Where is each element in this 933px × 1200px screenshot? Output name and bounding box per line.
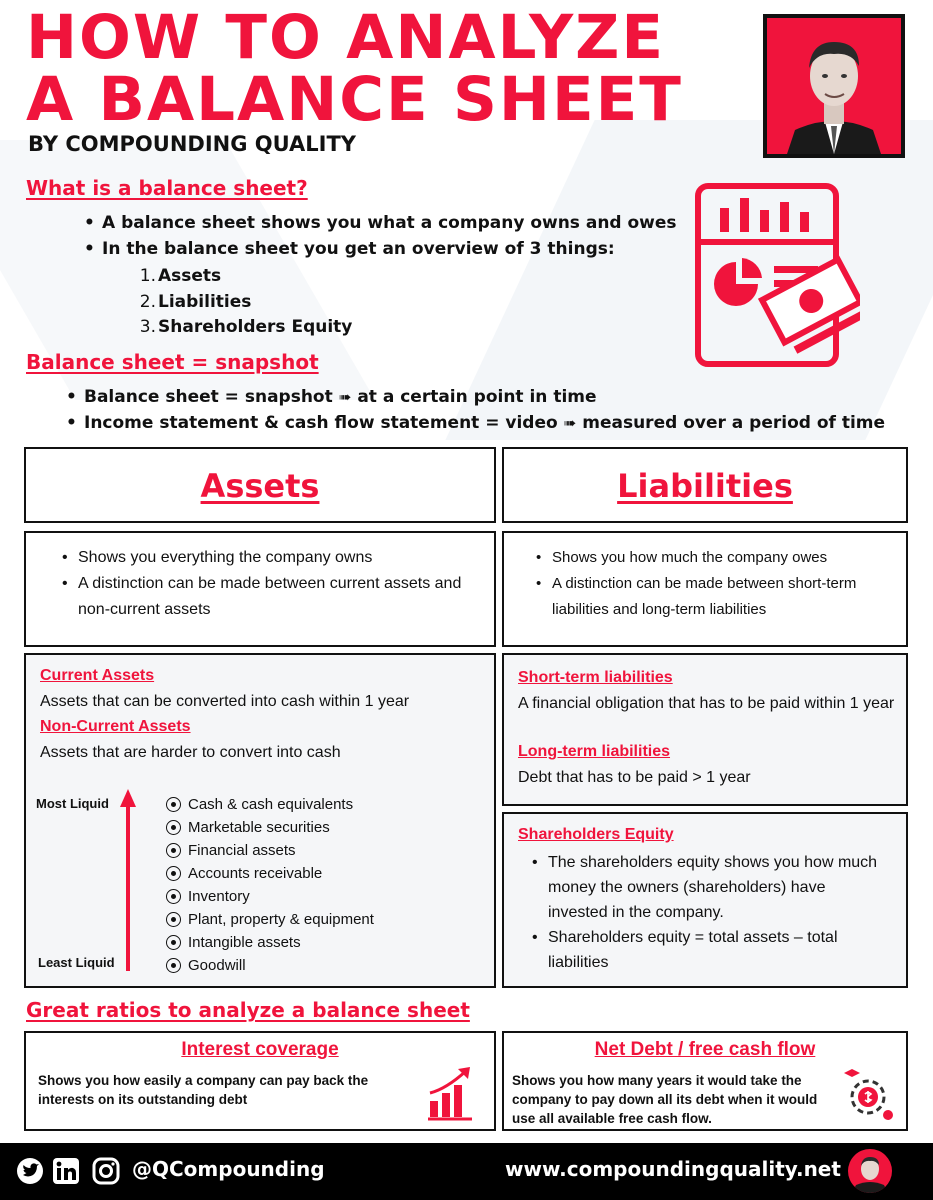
list-item: • A distinction can be made between short-term liabilities and long-term liabilities: [530, 571, 890, 623]
arrow-right-icon: ➠: [338, 388, 352, 406]
linkedin-icon[interactable]: [52, 1157, 80, 1185]
net-debt-text: Shows you how many years it would take the company to pay down all its debt when it would use all available free cash flow.: [512, 1073, 818, 1126]
assets-detail-box: [24, 653, 496, 988]
equity-box: [502, 812, 908, 988]
website-link[interactable]: www.compoundingquality.net: [505, 1157, 841, 1181]
list-item: • Shows you everything the company owns: [56, 545, 476, 571]
snapshot-heading: Balance sheet = snapshot: [26, 350, 319, 374]
short-term-heading: Short-term liabilities: [518, 669, 673, 686]
assets-description-box: [24, 531, 496, 647]
arrow-right-icon: ➠: [563, 414, 577, 432]
overview-list: [138, 264, 352, 341]
noncurrent-assets-text: Assets that are harder to convert into cash: [40, 744, 341, 761]
noncurrent-assets-heading: Non-Current Assets: [40, 718, 191, 735]
liquidity-arrow-icon: [118, 785, 138, 971]
growth-chart-icon: [426, 1065, 476, 1121]
most-liquid-label: Most Liquid: [36, 796, 109, 811]
ratios-heading: Great ratios to analyze a balance sheet: [26, 998, 470, 1022]
liabilities-detail-box: [502, 653, 908, 806]
liabilities-bullets: [530, 545, 890, 623]
least-liquid-label: Least Liquid: [38, 955, 115, 970]
list-item: Inventory: [166, 885, 374, 908]
list-item: • Balance sheet = snapshot ➠ at a certain point in time: [64, 384, 885, 410]
net-debt-box: [502, 1031, 908, 1131]
list-item: Marketable securities: [166, 816, 374, 839]
radio-bullet-icon: [166, 843, 181, 858]
assets-header-box: [24, 447, 496, 523]
list-item: Intangible assets: [166, 931, 374, 954]
list-item: • Income statement & cash flow statement = video ➠ measured over a period of time: [64, 410, 885, 436]
social-handle[interactable]: @QCompounding: [132, 1157, 325, 1181]
list-item: • A balance sheet shows you what a company owns and owes: [82, 210, 677, 236]
radio-bullet-icon: [166, 820, 181, 835]
short-term-text: A financial obligation that has to be paid within 1 year: [518, 695, 895, 712]
long-term-text: Debt that has to be paid > 1 year: [518, 769, 751, 786]
page-title-line-1: HOW TO ANALYZE: [26, 2, 666, 73]
instagram-icon[interactable]: [92, 1157, 120, 1185]
list-item: • A distinction can be made between current assets and non-current assets: [56, 571, 476, 623]
list-item: • Shareholders equity = total assets – total liabilities: [526, 925, 886, 975]
current-assets-heading: Current Assets: [40, 667, 155, 684]
list-item: • Shows you how much the company owes: [530, 545, 890, 571]
radio-bullet-icon: [166, 912, 181, 927]
assets-heading: Assets: [200, 467, 320, 505]
list-item: Plant, property & equipment: [166, 908, 374, 931]
footer: [0, 1143, 933, 1200]
money-cycle-icon: [838, 1065, 898, 1125]
intro-bullets: [82, 210, 677, 262]
liquidity-list: [166, 793, 374, 977]
liabilities-heading: Liabilities: [617, 467, 793, 505]
snapshot-bullets: [64, 384, 885, 436]
list-item: Cash & cash equivalents: [166, 793, 374, 816]
net-debt-heading: Net Debt / free cash flow: [594, 1039, 816, 1060]
author-portrait: [763, 14, 905, 158]
list-item: Accounts receivable: [166, 862, 374, 885]
radio-bullet-icon: [166, 958, 181, 973]
current-assets-text: Assets that can be converted into cash within 1 year: [40, 693, 410, 710]
list-item: 3. Shareholders Equity: [139, 317, 353, 337]
radio-bullet-icon: [166, 797, 181, 812]
radio-bullet-icon: [166, 935, 181, 950]
list-item: • In the balance sheet you get an overview of 3 things:: [82, 236, 677, 262]
assets-bullets: [56, 545, 476, 623]
list-item: Goodwill: [166, 954, 374, 977]
list-item: 2. Liabilities: [139, 291, 252, 312]
liabilities-description-box: [502, 531, 908, 647]
radio-bullet-icon: [166, 866, 181, 881]
interest-coverage-text: Shows you how easily a company can pay back the interests on its outstanding debt: [38, 1073, 369, 1107]
report-icon: [690, 180, 860, 380]
intro-heading: What is a balance sheet?: [26, 176, 308, 200]
list-item: Financial assets: [166, 839, 374, 862]
equity-bullets: [526, 850, 886, 975]
liabilities-header-box: [502, 447, 908, 523]
interest-coverage-box: [24, 1031, 496, 1131]
byline: BY COMPOUNDING QUALITY: [28, 132, 357, 156]
radio-bullet-icon: [166, 889, 181, 904]
equity-heading: Shareholders Equity: [518, 826, 674, 843]
page-title-line-2: A BALANCE SHEET: [26, 64, 683, 135]
list-item: 1. Assets: [139, 266, 222, 286]
interest-coverage-heading: Interest coverage: [181, 1039, 339, 1060]
footer-avatar: [848, 1149, 892, 1193]
twitter-icon[interactable]: [16, 1157, 44, 1185]
long-term-heading: Long-term liabilities: [518, 743, 671, 760]
list-item: • The shareholders equity shows you how much money the owners (shareholders) have invested in the company.: [526, 850, 886, 925]
